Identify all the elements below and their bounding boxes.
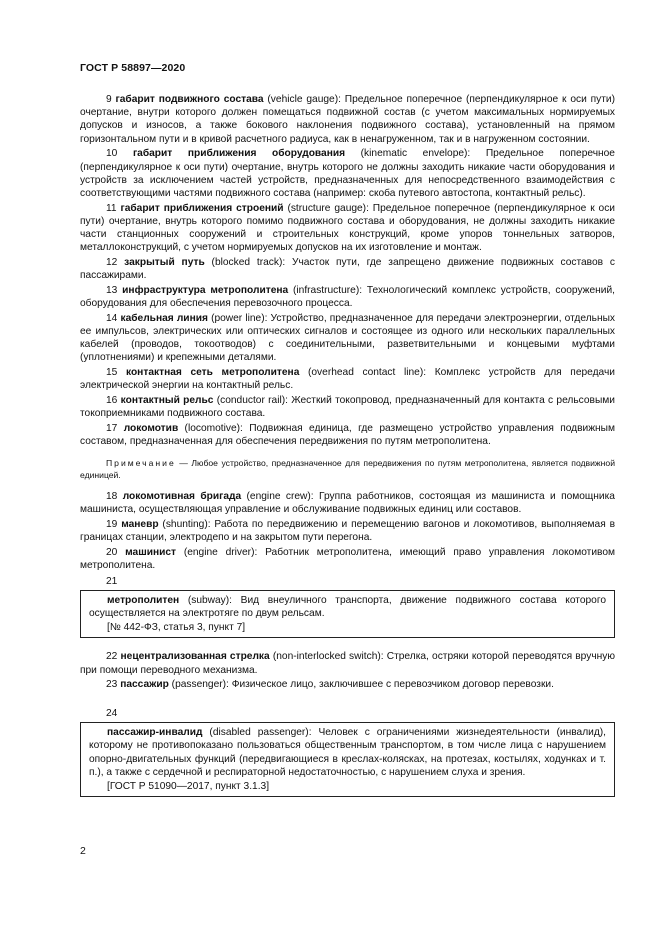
boxed-term-source: [№ 442-ФЗ, статья 3, пункт 7] [107, 622, 246, 634]
term-definition: (non-interlocked switch): Стрелка, остряки которой переводятся вручную при помощи переводного механизма. [80, 651, 615, 676]
term-entry [80, 147, 615, 200]
term-definition: (engine driver): Работник метрополитена, имеющий право управления локомотивом метрополитена. [80, 547, 615, 572]
term-title: габарит приближения строений [120, 202, 284, 214]
term-number: 18 [106, 491, 118, 503]
term-number: 15 [106, 367, 118, 379]
term-number: 12 [106, 256, 118, 268]
boxed-term-source: [ГОСТ Р 51090—2017, пункт 3.1.3] [107, 780, 270, 792]
term-number: 17 [106, 422, 118, 434]
term-entry [80, 394, 615, 420]
term-entry [80, 284, 615, 310]
term-number: 10 [106, 148, 118, 160]
term-entry [80, 518, 615, 544]
term-number: 13 [106, 284, 118, 296]
term-title: маневр [121, 519, 159, 531]
note [80, 458, 615, 481]
term-number: 20 [106, 547, 118, 559]
term-definition: (kinematic envelope): Предельное поперечное (перпендикулярное к оси пути) очертание, внутрь которого не должны заходить никакие части оборудования и устройств за исключением частей устройств, предназначенных для непосредственного взаимодействия с соответствующими частями подвижного состава (например: скоба путевого автостопа, контактный рельс). [80, 148, 615, 199]
term-title: нецентрализованная стрелка [120, 651, 270, 663]
term-entry [80, 546, 615, 572]
term-title: контактная сеть метрополитена [125, 367, 300, 379]
boxed-term-text [89, 726, 606, 779]
term-definition: (shunting): Работа по передвижению и перемещению вагонов и локомотивов, выполняемая в границах станции, электродепо и на закрытом пути перегона. [80, 519, 615, 544]
term-title: габарит подвижного состава [115, 94, 264, 105]
term-number: 9 [106, 94, 112, 105]
boxed-term-text [89, 594, 606, 620]
term-title: локомотивная бригада [122, 491, 242, 503]
term-entry [80, 678, 615, 691]
term-title: кабельная линия [120, 312, 208, 324]
term-definition: (overhead contact line): Комплекс устройств для передачи электрической энергии на контактный рельс. [80, 367, 615, 392]
term-number: 14 [106, 312, 118, 324]
term-entry [80, 312, 615, 365]
term-title: машинист [125, 547, 177, 559]
term-title: закрытый путь [124, 256, 205, 268]
boxed-term-title: пассажир-инвалид [107, 727, 203, 739]
term-entry [80, 650, 615, 676]
term-definition: (structure gauge): Предельное поперечное (перпендикулярное к оси пути) очертание, внутрь которого помимо подвижного состава и оборудования, не должны заходить никакие части станционных сооружений и строительных конструкций, кроме упоров тоннельных затворов, металлоконструкций, с учетом нормируемых допусков на их изготовление и монтаж. [80, 202, 615, 254]
term-definition: (blocked track): Участок пути, где запрещено движение подвижных составов с пассажирами. [80, 256, 615, 282]
term-entry [80, 490, 615, 516]
term-definition: (locomotive): Подвижная единица, где размещено устройство управления подвижным составом, предназначенная для обеспечения передвижения по путям метрополитена. [80, 422, 615, 448]
boxed-term-number: 21 [106, 575, 118, 587]
standard-header: ГОСТ Р 58897—2020 [80, 62, 186, 74]
term-entry [80, 422, 615, 448]
term-definition: (passenger): Физическое лицо, заключившее с перевозчиком договор перевозки. [168, 679, 554, 691]
term-number: 19 [106, 519, 118, 531]
term-definition: (vehicle gauge): Предельное поперечное (перпендикулярное к оси пути) очертание, внутри которого должен помещаться подвижной состав (с учетом максимальных нормируемых допусков и износов, а также бокового наклонения подвижного состава), установленный на прямом горизонтальном пути и в кривой расчетного радиуса, как в ненагруженном, так и в нагруженном состоянии. [80, 94, 615, 145]
page-number: 2 [80, 845, 86, 857]
term-number: 16 [106, 394, 118, 406]
term-definition: (conductor rail): Жесткий токопровод, предназначенный для контакта с рельсовыми токоприемниками подвижного состава. [80, 394, 615, 420]
term-entry [80, 93, 615, 146]
term-entry [80, 366, 615, 392]
term-definition: (power line): Устройство, предназначенное для передачи электроэнергии, отдельных ее импульсов, электрических или оптических сигналов и состоящее из одного или нескольких параллельных кабелей (проводов, токоотводов) с соединительными, разветвительными и концевыми муфтами (уплотнениями) и крепежными деталями. [80, 312, 615, 364]
term-number: 22 [106, 651, 118, 663]
note-text: — Любое устройство, предназначенное для передвижения по путям метрополитена, является подвижной единицей. [80, 458, 615, 480]
term-number: 23 [106, 679, 118, 691]
boxed-term-definition: (disabled passenger): Человек с ограничениями жизнедеятельности (инвалид), которому не противопоказано пользоваться общественным транспортом, в том числе лица с нарушением опорно-двигательных функций (передвигающиеся в креслах-колясках, на протезах, костылях, ходунках и т. п.), а также с сердечной и респираторной недостаточностью, с нарушением слуха и зрения. [89, 727, 606, 778]
term-title: габарит приближения оборудования [132, 148, 346, 160]
boxed-term-title: метрополитен [107, 594, 180, 606]
term-entry [80, 202, 615, 255]
term-definition: (engine crew): Группа работников, состоящая из машиниста и помощника машиниста, осуществляющая управление и обслуживание подвижных единиц или составов. [80, 491, 615, 516]
term-title: контактный рельс [120, 394, 214, 406]
boxed-term [80, 590, 615, 639]
terms-content [80, 93, 615, 797]
boxed-term-definition: (subway): Вид внеуличного транспорта, движение подвижного состава которого осуществляется на электротяге по двум рельсам. [89, 594, 606, 619]
note-label: Примечание [106, 458, 176, 469]
term-title: инфраструктура метрополитена [122, 284, 289, 296]
term-number: 11 [106, 202, 117, 214]
term-title: пассажир [120, 679, 169, 691]
term-definition: (infrastructure): Технологический комплекс устройств, сооружений, оборудования для обеспечения перевозочного процесса. [80, 284, 615, 310]
term-entry [80, 256, 615, 282]
boxed-term [80, 722, 615, 797]
boxed-term-number: 24 [106, 707, 118, 719]
term-title: локомотив [123, 422, 179, 434]
